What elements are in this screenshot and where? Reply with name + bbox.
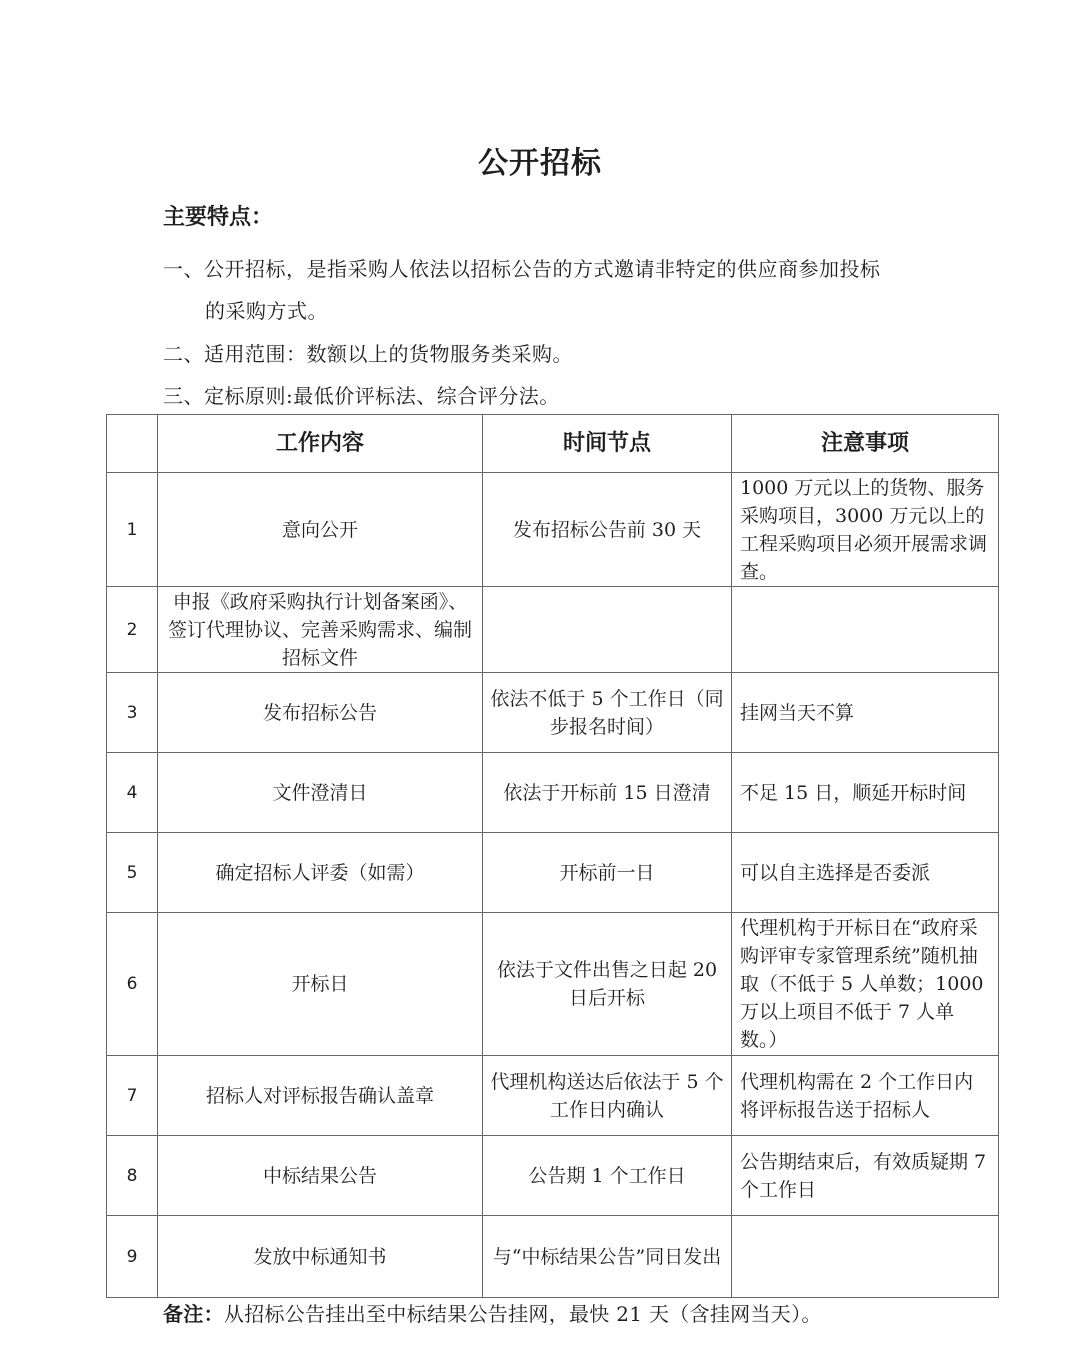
page-title: 公开招标 (478, 146, 602, 181)
table-row (107, 587, 999, 673)
row-number: 5 (107, 833, 158, 913)
header-index (107, 415, 158, 473)
table-row (107, 673, 999, 753)
header-time: 时间节点 (483, 415, 732, 473)
procedure-table (106, 414, 999, 1298)
row-task: 申报《政府采购执行计划备案函》、签订代理协议、完善采购需求、编制招标文件 (158, 587, 483, 673)
row-note: 挂网当天不算 (732, 673, 999, 753)
row-task: 开标日 (158, 913, 483, 1056)
row-note: 1000 万元以上的货物、服务采购项目，3000 万元以上的工程采购项目必须开展需求调查。 (732, 473, 999, 587)
row-number: 4 (107, 753, 158, 833)
row-time (483, 587, 732, 673)
row-number: 1 (107, 473, 158, 587)
row-note (732, 1216, 999, 1298)
row-task: 发布招标公告 (158, 673, 483, 753)
table-row (107, 753, 999, 833)
row-number: 2 (107, 587, 158, 673)
row-time: 开标前一日 (483, 833, 732, 913)
row-time: 发布招标公告前 30 天 (483, 473, 732, 587)
feature-1-line-1: 一、公开招标，是指采购人依法以招标公告的方式邀请非特定的供应商参加投标 (163, 257, 881, 281)
row-note (732, 587, 999, 673)
row-number: 7 (107, 1056, 158, 1136)
table-row (107, 913, 999, 1056)
feature-3: 三、定标原则:最低价评标法、综合评分法。 (163, 384, 560, 408)
row-time: 依法不低于 5 个工作日（同步报名时间） (483, 673, 732, 753)
table-row (107, 1136, 999, 1216)
table-header-row (107, 415, 999, 473)
row-note: 代理机构于开标日在“政府采购评审专家管理系统”随机抽取（不低于 5 人单数；1000 万以上项目不低于 7 人单数。） (732, 913, 999, 1056)
features-heading: 主要特点： (163, 205, 274, 230)
remark-text: 从招标公告挂出至中标结果公告挂网，最快 21 天（含挂网当天）。 (223, 1302, 822, 1326)
row-time: 依法于开标前 15 日澄清 (483, 753, 732, 833)
row-task: 文件澄清日 (158, 753, 483, 833)
row-task: 确定招标人评委（如需） (158, 833, 483, 913)
row-time: 依法于文件出售之日起 20 日后开标 (483, 913, 732, 1056)
table-row (107, 833, 999, 913)
row-note: 可以自主选择是否委派 (732, 833, 999, 913)
row-note: 公告期结束后，有效质疑期 7 个工作日 (732, 1136, 999, 1216)
row-note: 代理机构需在 2 个工作日内将评标报告送于招标人 (732, 1056, 999, 1136)
row-number: 8 (107, 1136, 158, 1216)
remark-label: 备注： (163, 1302, 224, 1326)
feature-1-line-2: 的采购方式。 (205, 299, 328, 323)
row-number: 3 (107, 673, 158, 753)
remark (163, 1298, 822, 1327)
row-task: 中标结果公告 (158, 1136, 483, 1216)
row-task: 招标人对评标报告确认盖章 (158, 1056, 483, 1136)
row-number: 9 (107, 1216, 158, 1298)
table-row (107, 1216, 999, 1298)
row-number: 6 (107, 913, 158, 1056)
header-task: 工作内容 (158, 415, 483, 473)
row-note: 不足 15 日，顺延开标时间 (732, 753, 999, 833)
row-time: 与“中标结果公告”同日发出 (483, 1216, 732, 1298)
row-time: 公告期 1 个工作日 (483, 1136, 732, 1216)
row-task: 发放中标通知书 (158, 1216, 483, 1298)
table-row (107, 1056, 999, 1136)
feature-2: 二、适用范围：数额以上的货物服务类采购。 (163, 342, 573, 366)
row-time: 代理机构送达后依法于 5 个工作日内确认 (483, 1056, 732, 1136)
header-note: 注意事项 (732, 415, 999, 473)
table-row (107, 473, 999, 587)
row-task: 意向公开 (158, 473, 483, 587)
